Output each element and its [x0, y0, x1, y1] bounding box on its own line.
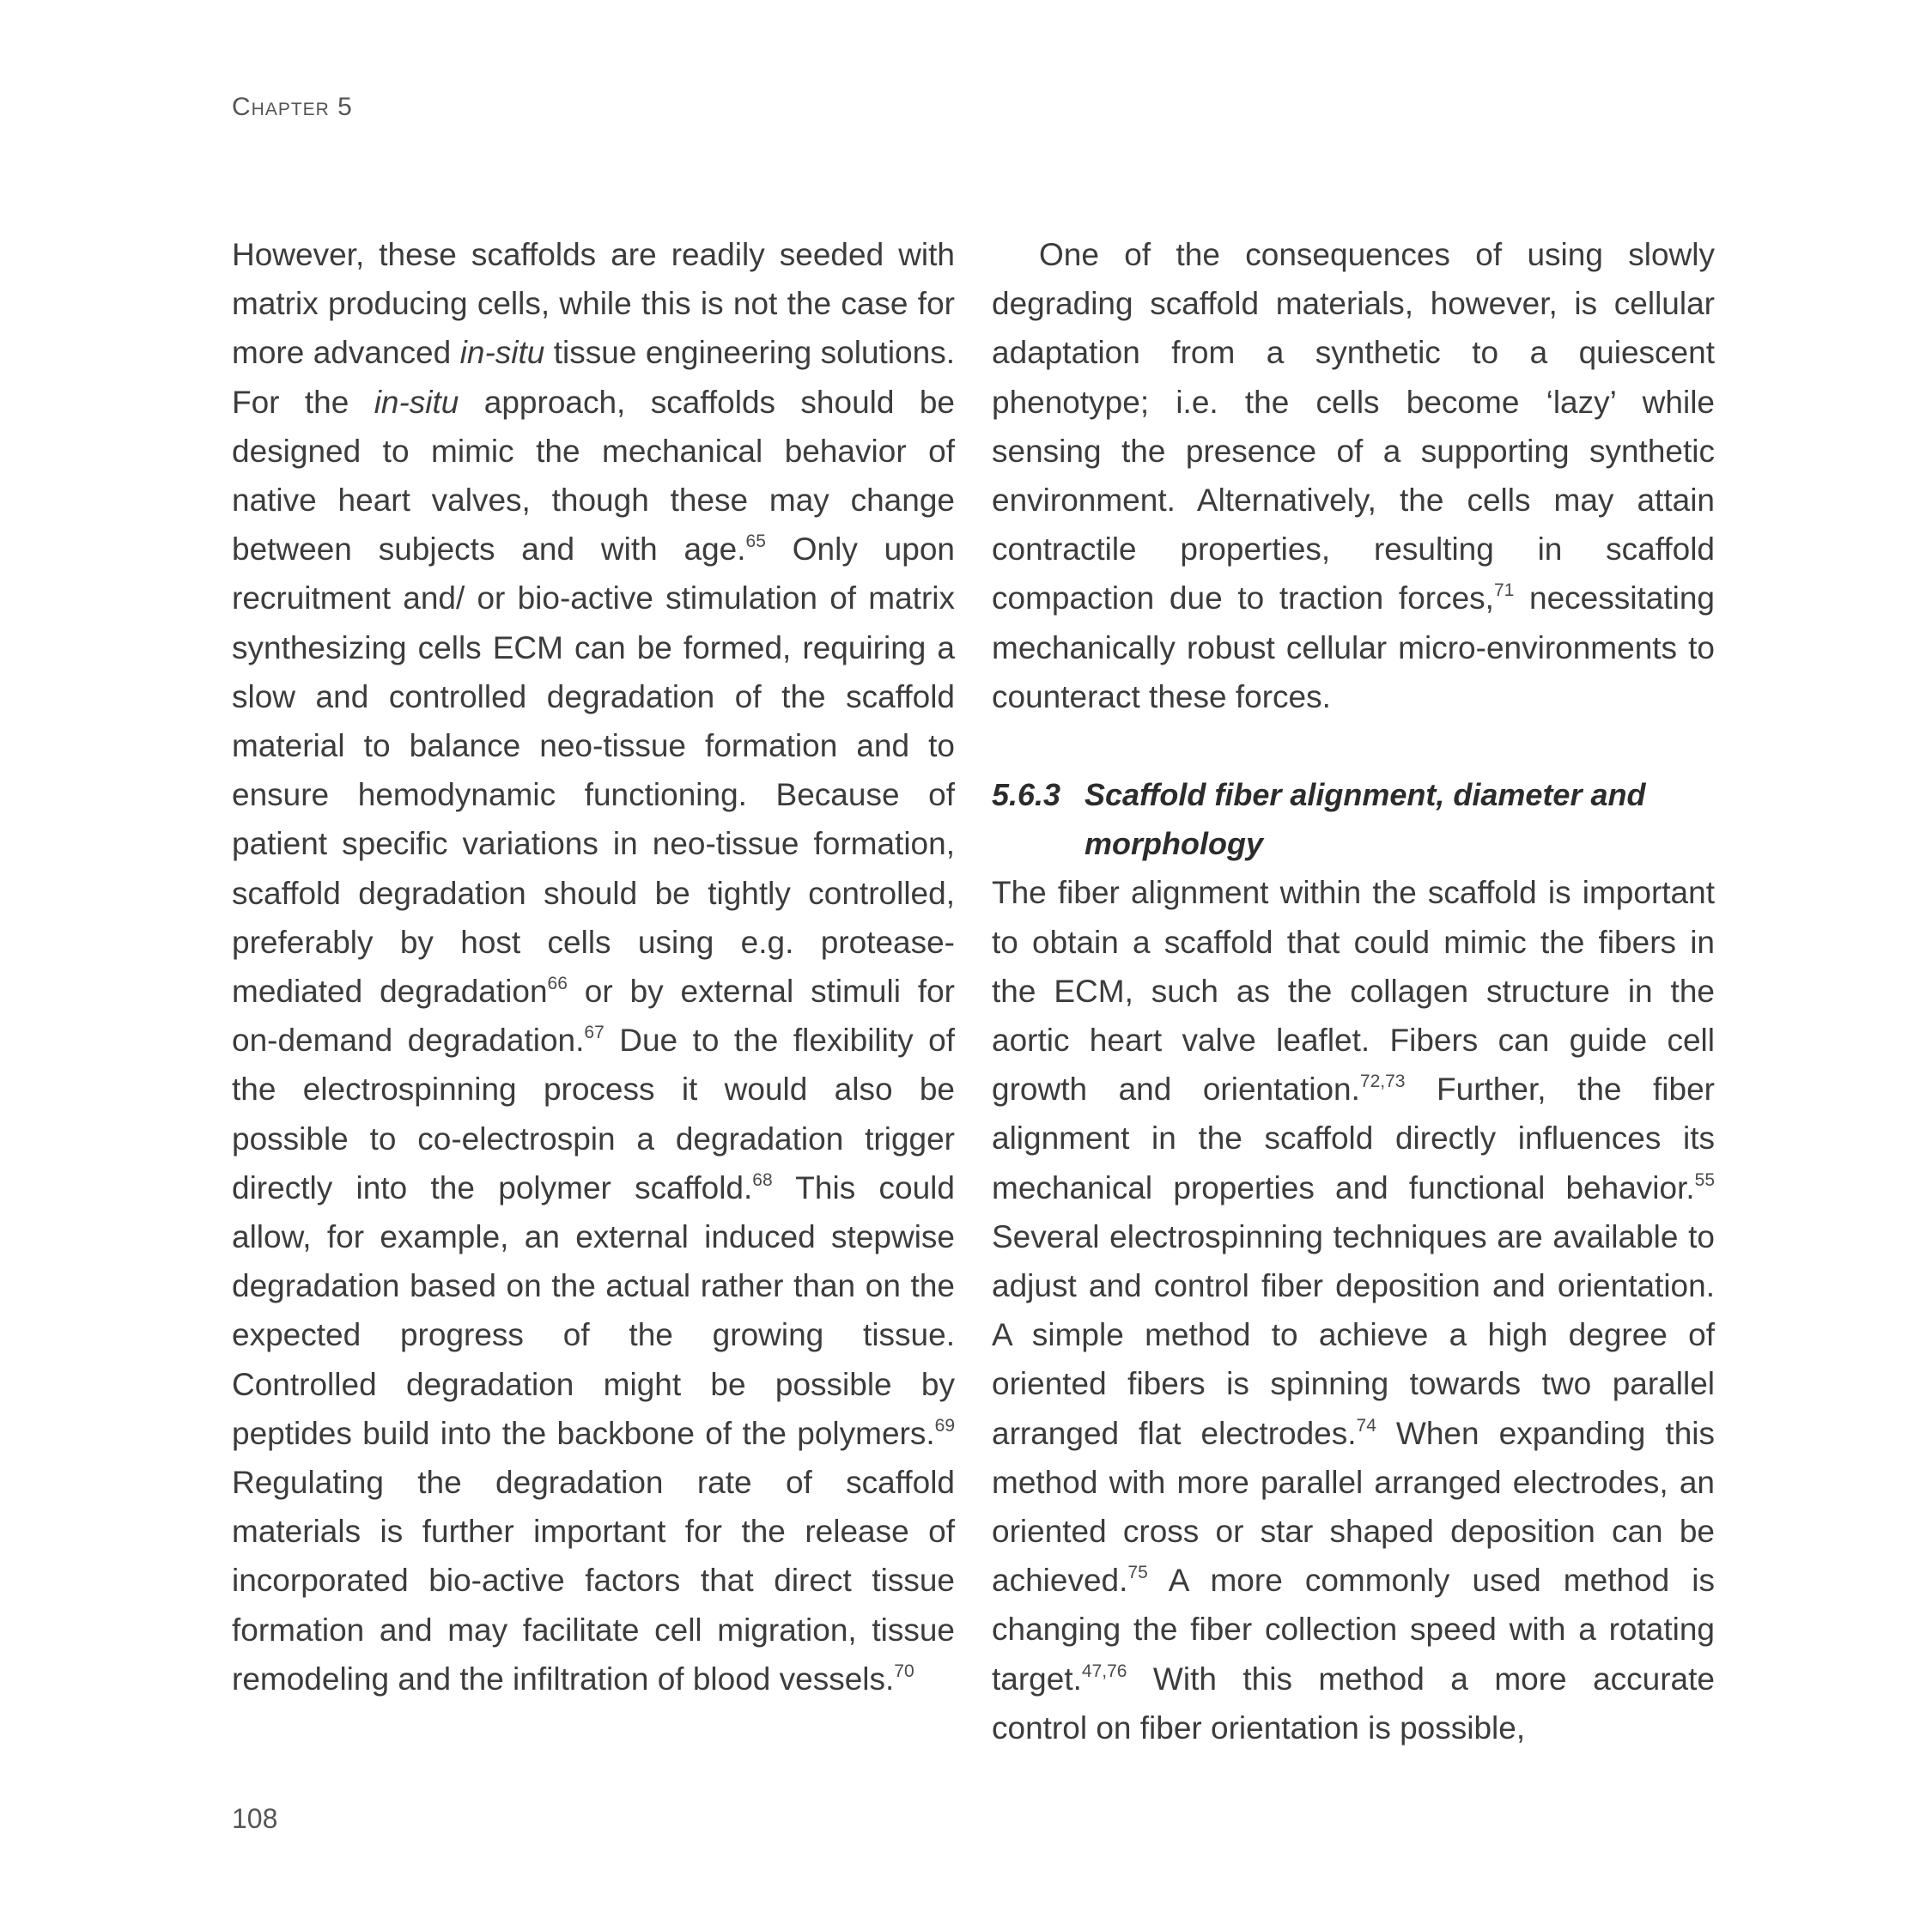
text-run: The fiber alignment within the scaffold is important to obtain a scaffold that could mimic the fibers in the ECM, such as the collagen structure in the aortic heart valve leaflet. Fibers can guide cell growth and orientation. — [992, 875, 1715, 1108]
italic-term: in-situ — [459, 335, 545, 371]
text-run: With this method a more accurate control on fiber orientation is possible, — [992, 1661, 1715, 1746]
text-run: tissue engineering solutions. For the — [232, 335, 955, 420]
page-number: 108 — [232, 1803, 278, 1834]
text-run: When expanding this method with more parallel arranged electrodes, an oriented cross or star shaped deposition can be achieved. — [992, 1415, 1715, 1599]
text-run: Due to the flexibility of the electrospinning process it would also be possible to co-electrospin a degradation trigger directly into the polymer scaffold. — [232, 1023, 955, 1205]
citation-ref: 75 — [1127, 1563, 1148, 1583]
citation-ref: 66 — [547, 974, 568, 994]
text-run: Several electrospinning techniques are available to adjust and control fiber deposition and orientation. A simple method to achieve a high degree of oriented fibers is spinning towards two parallel arranged flat electrodes. — [992, 1218, 1715, 1451]
text-run: Further, the fiber alignment in the scaffold directly influences its mechanical properties and functional behavior. — [992, 1072, 1715, 1205]
section-heading — [992, 770, 1715, 868]
paragraph — [992, 868, 1715, 1752]
text-run: Regulating the degradation rate of scaffold materials is further important for the release of incorporated bio-active factors that direct tissue formation and may facilitate cell migration, tissue remodeling and the infiltration of blood vessels. — [232, 1465, 955, 1697]
citation-ref: 65 — [745, 531, 766, 552]
section-title: Scaffold fiber alignment, diameter and morphology — [1084, 777, 1646, 862]
citation-ref: 69 — [934, 1415, 955, 1436]
citation-ref: 68 — [752, 1169, 773, 1190]
text-run: approach, scaffolds should be designed to mimic the mechanical behavior of native heart valves, though these may change between subjects and with age. — [232, 384, 955, 568]
citation-ref: 74 — [1356, 1415, 1376, 1436]
citation-ref: 47,76 — [1081, 1661, 1127, 1681]
text-run: A more commonly used method is changing the fiber collection speed with a rotating target. — [992, 1563, 1715, 1697]
paragraph — [992, 230, 1715, 721]
text-run: necessitating mechanically robust cellular micro-environments to counteract these forces. — [992, 580, 1715, 714]
running-head: Chapter 5 — [232, 93, 353, 121]
citation-ref: 55 — [1694, 1169, 1715, 1190]
citation-ref: 71 — [1493, 580, 1515, 601]
italic-term: in-situ — [374, 384, 459, 420]
text-run: However, these scaffolds are readily seeded with matrix producing cells, while this is not the case for more advanced — [232, 237, 955, 371]
citation-ref: 70 — [894, 1661, 914, 1681]
right-column — [992, 230, 1715, 1752]
text-run: This could allow, for example, an external induced stepwise degradation based on the actual rather than on the expected progress of the growing tissue. Controlled degradation might be possible by peptides build into the backbone of the polymers. — [232, 1169, 955, 1451]
citation-ref: 67 — [584, 1023, 605, 1043]
citation-ref: 72,73 — [1359, 1072, 1406, 1092]
text-run: or by external stimuli for on-demand degradation. — [232, 974, 955, 1059]
section-number: 5.6.3 — [992, 777, 1061, 813]
text-run: One of the consequences of using slowly degrading scaffold materials, however, is cellular adaptation from a synthetic to a quiescent phenotype; i.e. the cells become ‘lazy’ while sensing the presence of a supporting synthetic environment. Alternatively, the cells may attain contractile properties, resulting in scaffold compaction due to traction forces, — [992, 237, 1715, 616]
text-run: Only upon recruitment and/ or bio-active stimulation of matrix synthesizing cells ECM can be formed, requiring a slow and controlled degradation of the scaffold material to balance neo-tissue formation and to ensure hemodynamic functioning. Because of patient specific variations in neo-tissue formation, scaffold degradation should be tightly controlled, preferably by host cells using e.g. protease-mediated degradation — [232, 531, 955, 1010]
left-column — [232, 230, 955, 1703]
paragraph — [232, 230, 955, 1703]
